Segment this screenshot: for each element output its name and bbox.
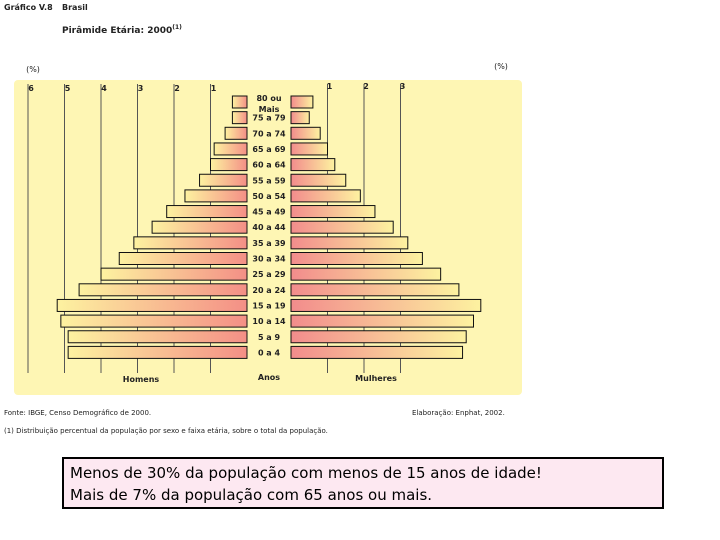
- tick-left-2: 2: [174, 84, 180, 93]
- bar-homens-8: [152, 221, 247, 233]
- tick-right-2: 2: [363, 82, 369, 91]
- bar-homens-10: [119, 253, 247, 265]
- category-label-11: 25 a 29: [252, 270, 286, 280]
- bar-mulheres-2: [291, 127, 320, 139]
- tick-left-6: 6: [28, 84, 34, 93]
- category-label-0-a: 80 ou: [256, 94, 282, 103]
- category-label-2: 70 a 74: [252, 129, 286, 139]
- elaboration-note: Elaboração: Enphat, 2002.: [412, 409, 505, 417]
- footnote: (1) Distribuição percentual da população por sexo e faixa etária, sobre o total da população.: [4, 427, 328, 435]
- bar-homens-2: [225, 127, 247, 139]
- bar-mulheres-9: [291, 237, 408, 249]
- bar-mulheres-13: [291, 299, 481, 311]
- bar-homens-9: [134, 237, 247, 249]
- tick-left-4: 4: [101, 84, 107, 93]
- category-label-9: 35 a 39: [252, 238, 286, 248]
- series-label-homens: Homens: [122, 375, 160, 384]
- axis-label-anos: Anos: [257, 373, 281, 382]
- bar-homens-1: [232, 112, 247, 124]
- chart-title-text: Pirâmide Etária: 2000: [62, 26, 173, 36]
- category-label-16: 0 a 4: [257, 348, 281, 358]
- bar-homens-3: [214, 143, 247, 155]
- category-label-1: 75 a 79: [252, 113, 286, 123]
- unit-label-right: (%): [494, 62, 508, 71]
- bar-mulheres-1: [291, 112, 309, 124]
- bar-homens-15: [68, 331, 247, 343]
- bar-mulheres-14: [291, 315, 474, 327]
- tick-right-1: 1: [326, 82, 333, 91]
- bar-mulheres-7: [291, 206, 375, 218]
- category-label-0-b: Mais: [258, 105, 280, 114]
- title-footnote-marker: (1): [172, 24, 182, 31]
- category-label-3: 65 a 69: [252, 144, 286, 154]
- category-label-8: 40 a 44: [252, 223, 286, 233]
- bar-mulheres-4: [291, 159, 335, 171]
- summary-line-2: Mais de 7% da população com 65 anos ou mais.: [70, 486, 433, 504]
- bar-homens-13: [57, 299, 247, 311]
- bar-homens-5: [200, 174, 247, 186]
- bar-mulheres-3: [291, 143, 328, 155]
- bar-mulheres-15: [291, 331, 466, 343]
- region-label: Brasil: [62, 3, 88, 12]
- category-label-6: 50 a 54: [252, 191, 286, 201]
- figure-id: Gráfico V.8: [4, 3, 53, 12]
- bar-mulheres-12: [291, 284, 459, 296]
- category-label-4: 60 a 64: [252, 160, 286, 170]
- bar-mulheres-8: [291, 221, 393, 233]
- tick-left-5: 5: [64, 84, 71, 93]
- bar-homens-12: [79, 284, 247, 296]
- bar-mulheres-5: [291, 174, 346, 186]
- category-label-15: 5 a 9: [257, 332, 281, 342]
- tick-left-1: 1: [210, 84, 217, 93]
- bar-homens-4: [211, 159, 248, 171]
- category-label-13: 15 a 19: [252, 301, 286, 311]
- category-label-5: 55 a 59: [252, 176, 286, 186]
- bar-mulheres-6: [291, 190, 360, 202]
- summary-line-1: Menos de 30% da população com menos de 15 anos de idade!: [70, 464, 542, 482]
- bar-mulheres-10: [291, 253, 422, 265]
- source-note: Fonte: IBGE, Censo Demográfico de 2000.: [4, 409, 152, 417]
- bar-mulheres-11: [291, 268, 441, 280]
- summary-note-box: [62, 457, 664, 509]
- bar-homens-6: [185, 190, 247, 202]
- tick-right-3: 3: [399, 82, 406, 91]
- bar-homens-0: [232, 96, 247, 108]
- bar-homens-14: [61, 315, 247, 327]
- category-label-10: 30 a 34: [252, 254, 286, 264]
- category-label-14: 10 a 14: [252, 317, 286, 327]
- bar-mulheres-16: [291, 346, 463, 358]
- unit-label-left: (%): [26, 65, 40, 74]
- bar-homens-16: [68, 346, 247, 358]
- bar-homens-11: [101, 268, 247, 280]
- tick-left-3: 3: [137, 84, 144, 93]
- series-label-mulheres: Mulheres: [355, 374, 397, 383]
- category-label-7: 45 a 49: [252, 207, 286, 217]
- category-label-12: 20 a 24: [252, 285, 286, 295]
- bar-mulheres-0: [291, 96, 313, 108]
- bar-homens-7: [167, 206, 247, 218]
